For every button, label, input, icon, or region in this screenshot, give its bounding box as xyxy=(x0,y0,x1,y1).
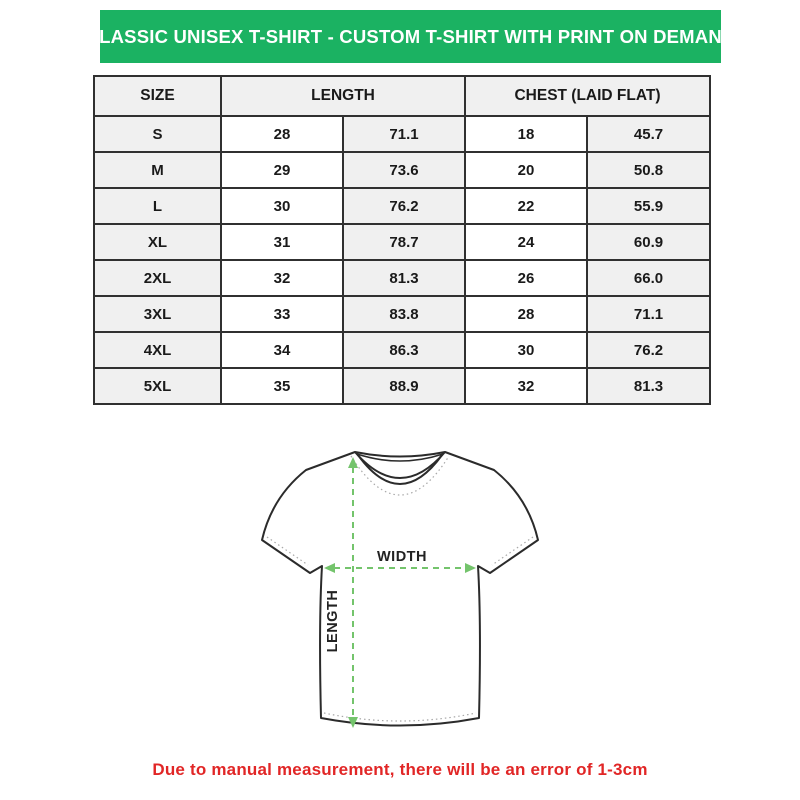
cell-chest-in: 32 xyxy=(465,368,587,404)
cell-length-cm: 76.2 xyxy=(343,188,465,224)
cell-size: 5XL xyxy=(94,368,221,404)
cell-chest-in: 24 xyxy=(465,224,587,260)
cell-size: S xyxy=(94,116,221,152)
cell-chest-cm: 60.9 xyxy=(587,224,710,260)
cell-length-cm: 73.6 xyxy=(343,152,465,188)
cell-length-cm: 71.1 xyxy=(343,116,465,152)
cell-chest-in: 28 xyxy=(465,296,587,332)
cell-size: L xyxy=(94,188,221,224)
cell-length-cm: 83.8 xyxy=(343,296,465,332)
length-label: LENGTH xyxy=(325,589,341,653)
cell-length-in: 28 xyxy=(221,116,343,152)
cell-length-in: 31 xyxy=(221,224,343,260)
cell-length-cm: 78.7 xyxy=(343,224,465,260)
cell-length-in: 32 xyxy=(221,260,343,296)
cell-size: 4XL xyxy=(94,332,221,368)
table-row xyxy=(94,188,710,224)
cell-length-cm: 86.3 xyxy=(343,332,465,368)
table-header-row xyxy=(94,76,710,116)
page-title: CLASSIC UNISEX T-SHIRT - CUSTOM T-SHIRT WITH PRINT ON DEMAND xyxy=(85,25,736,47)
table-row xyxy=(94,332,710,368)
measurement-error-note: Due to manual measurement, there will be an error of 1-3cm xyxy=(152,760,648,779)
cell-chest-in: 22 xyxy=(465,188,587,224)
cell-chest-in: 26 xyxy=(465,260,587,296)
tshirt-diagram xyxy=(250,437,550,747)
cell-length-cm: 81.3 xyxy=(343,260,465,296)
cell-chest-cm: 81.3 xyxy=(587,368,710,404)
cell-chest-cm: 50.8 xyxy=(587,152,710,188)
tshirt-outline xyxy=(262,452,538,726)
cell-chest-cm: 55.9 xyxy=(587,188,710,224)
table-row xyxy=(94,260,710,296)
cell-size: M xyxy=(94,152,221,188)
cell-size: XL xyxy=(94,224,221,260)
cell-size: 2XL xyxy=(94,260,221,296)
table-row xyxy=(94,296,710,332)
table-row xyxy=(94,152,710,188)
cell-length-in: 30 xyxy=(221,188,343,224)
cell-length-in: 34 xyxy=(221,332,343,368)
cell-chest-in: 18 xyxy=(465,116,587,152)
column-header-length: LENGTH xyxy=(221,76,465,116)
cell-size: 3XL xyxy=(94,296,221,332)
cell-chest-in: 30 xyxy=(465,332,587,368)
title-banner xyxy=(85,10,736,63)
cell-length-in: 33 xyxy=(221,296,343,332)
table-row xyxy=(94,368,710,404)
size-table xyxy=(93,75,711,405)
width-label: WIDTH xyxy=(376,549,428,565)
table-row xyxy=(94,224,710,260)
cell-chest-cm: 71.1 xyxy=(587,296,710,332)
cell-chest-cm: 66.0 xyxy=(587,260,710,296)
cell-length-cm: 88.9 xyxy=(343,368,465,404)
cell-length-in: 29 xyxy=(221,152,343,188)
cell-chest-in: 20 xyxy=(465,152,587,188)
cell-length-in: 35 xyxy=(221,368,343,404)
column-header-size: SIZE xyxy=(94,76,221,116)
cell-chest-cm: 45.7 xyxy=(587,116,710,152)
column-header-chest: CHEST (LAID FLAT) xyxy=(465,76,710,116)
table-row xyxy=(94,116,710,152)
cell-chest-cm: 76.2 xyxy=(587,332,710,368)
